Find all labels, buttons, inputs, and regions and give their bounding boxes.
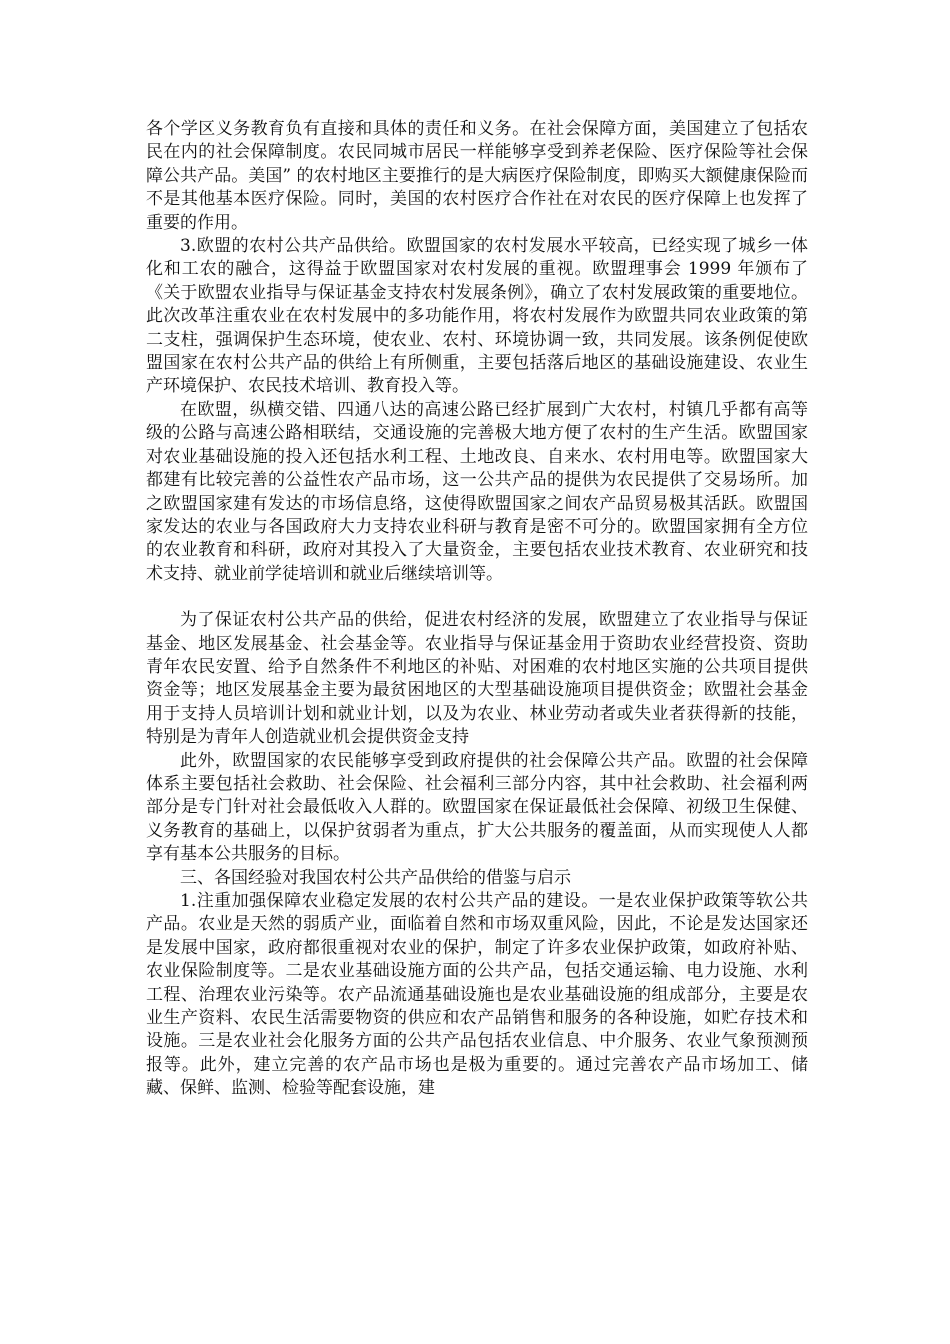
paragraph-agricultural-public-goods: 1.注重加强保障农业稳定发展的农村公共产品的建设。一是农业保护政策等软公共产品。农业是天然的弱质产业，面临着自然和市场双重风险，因此，不论是发达国家还是发展中国家，政府都很重视对农业的保护，制定了许多农业保护政策，如政府补贴、农业保险制度等。二是农业基础设施方面的公共产品，包括交通运输、电力设施、水利工程、治理农业污染等。农产品流通基础设施也是农业基础设施的组成部分，主要是农业生产资料、农民生活需要物资的供应和农产品销售和服务的各种设施，如贮存技术和设施。三是农业社会化服务方面的公共产品包括农业信息、中介服务、农业气象预测预报等。此外，建立完善的农产品市场也是极为重要的。通过完善农产品市场加工、储藏、保鲜、监测、检验等配套设施，建 (146, 891, 808, 1099)
paragraph-us-social-security: 各个学区义务教育负有直接和具体的责任和义务。在社会保障方面，美国建立了包括农民在内的社会保障制度。农民同城市居民一样能够享受到养老保险、医疗保险等社会保障公共产品。美国” 的农村地区主要推行的是大病医疗保险制度，即购买大额健康保险而不是其他基本医疗保险。同时，美国的农村医疗合作社在对农民的医疗保障上也发挥了重要的作用。 (146, 119, 808, 233)
paragraph-gap (146, 586, 808, 609)
paragraph-eu-social-security: 此外，欧盟国家的农民能够享受到政府提供的社会保障公共产品。欧盟的社会保障体系主要包括社会救助、社会保险、社会福利三部分内容，其中社会救助、社会福利两部分是专门针对社会最低收入人群的。欧盟国家在保证最低社会保障、初级卫生保健、义务教育的基础上，以保护贫弱者为重点，扩大公共服务的覆盖面，从而实现使人人都享有基本公共服务的目标。 (146, 750, 808, 865)
paragraph-eu-funds: 为了保证农村公共产品的供给，促进农村经济的发展，欧盟建立了农业指导与保证基金、地区发展基金、社会基金等。农业指导与保证基金用于资助农业经营投资、资助青年农民安置、给予自然条件不利地区的补贴、对困难的农村地区实施的公共项目提供资金等；地区发展基金主要为最贫困地区的大型基础设施项目提供资金；欧盟社会基金用于支持人员培训计划和就业计划，以及为农业、林业劳动者或失业者获得新的技能，特别是为青年人创造就业机会提供资金支持 (146, 610, 808, 748)
section-heading-lessons: 三、各国经验对我国农村公共产品供给的借鉴与启示 (180, 867, 571, 888)
paragraph-eu-infrastructure: 在欧盟，纵横交错、四通八达的高速公路已经扩展到广大农村，村镇几乎都有高等级的公路与高速公路相联结，交通设施的完善极大地方便了农村的生产生活。欧盟国家对农业基础设施的投入还包括水利工程、土地改良、自来水、农村用电等。欧盟国家大都建有比较完善的公益性农产品市场，这一公共产品的提供为农民提供了交易场所。加之欧盟国家建有发达的市场信息络，这使得欧盟国家之间农产品贸易极其活跃。欧盟国家发达的农业与各国政府大力支持农业科研与教育是密不可分的。欧盟国家拥有全方位的农业教育和科研，政府对其投入了大量资金，主要包括农业技术教育、农业研究和技术支持、就业前学徒培训和就业后继续培训等。 (146, 399, 808, 584)
document-page (146, 118, 808, 1101)
paragraph-eu-rural-public-goods: 3.欧盟的农村公共产品供给。欧盟国家的农村发展水平较高，已经实现了城乡一体化和工农的融合，这得益于欧盟国家对农村发展的重视。欧盟理事会 1999 年颁布了《关于欧盟农业指导与保证基金支持农村发展条例》，确立了农村发展政策的重要地位。此次改革注重农业在农村发展中的多功能作用，将农村发展作为欧盟共同农业政策的第二支柱，强调保护生态环境，使农业、农村、环境协调一致，共同发展。该条例促使欧盟国家在农村公共产品的供给上有所侧重，主要包括落后地区的基础设施建设、农业生产环境保护、农民技术培训、教育投入等。 (146, 236, 808, 397)
